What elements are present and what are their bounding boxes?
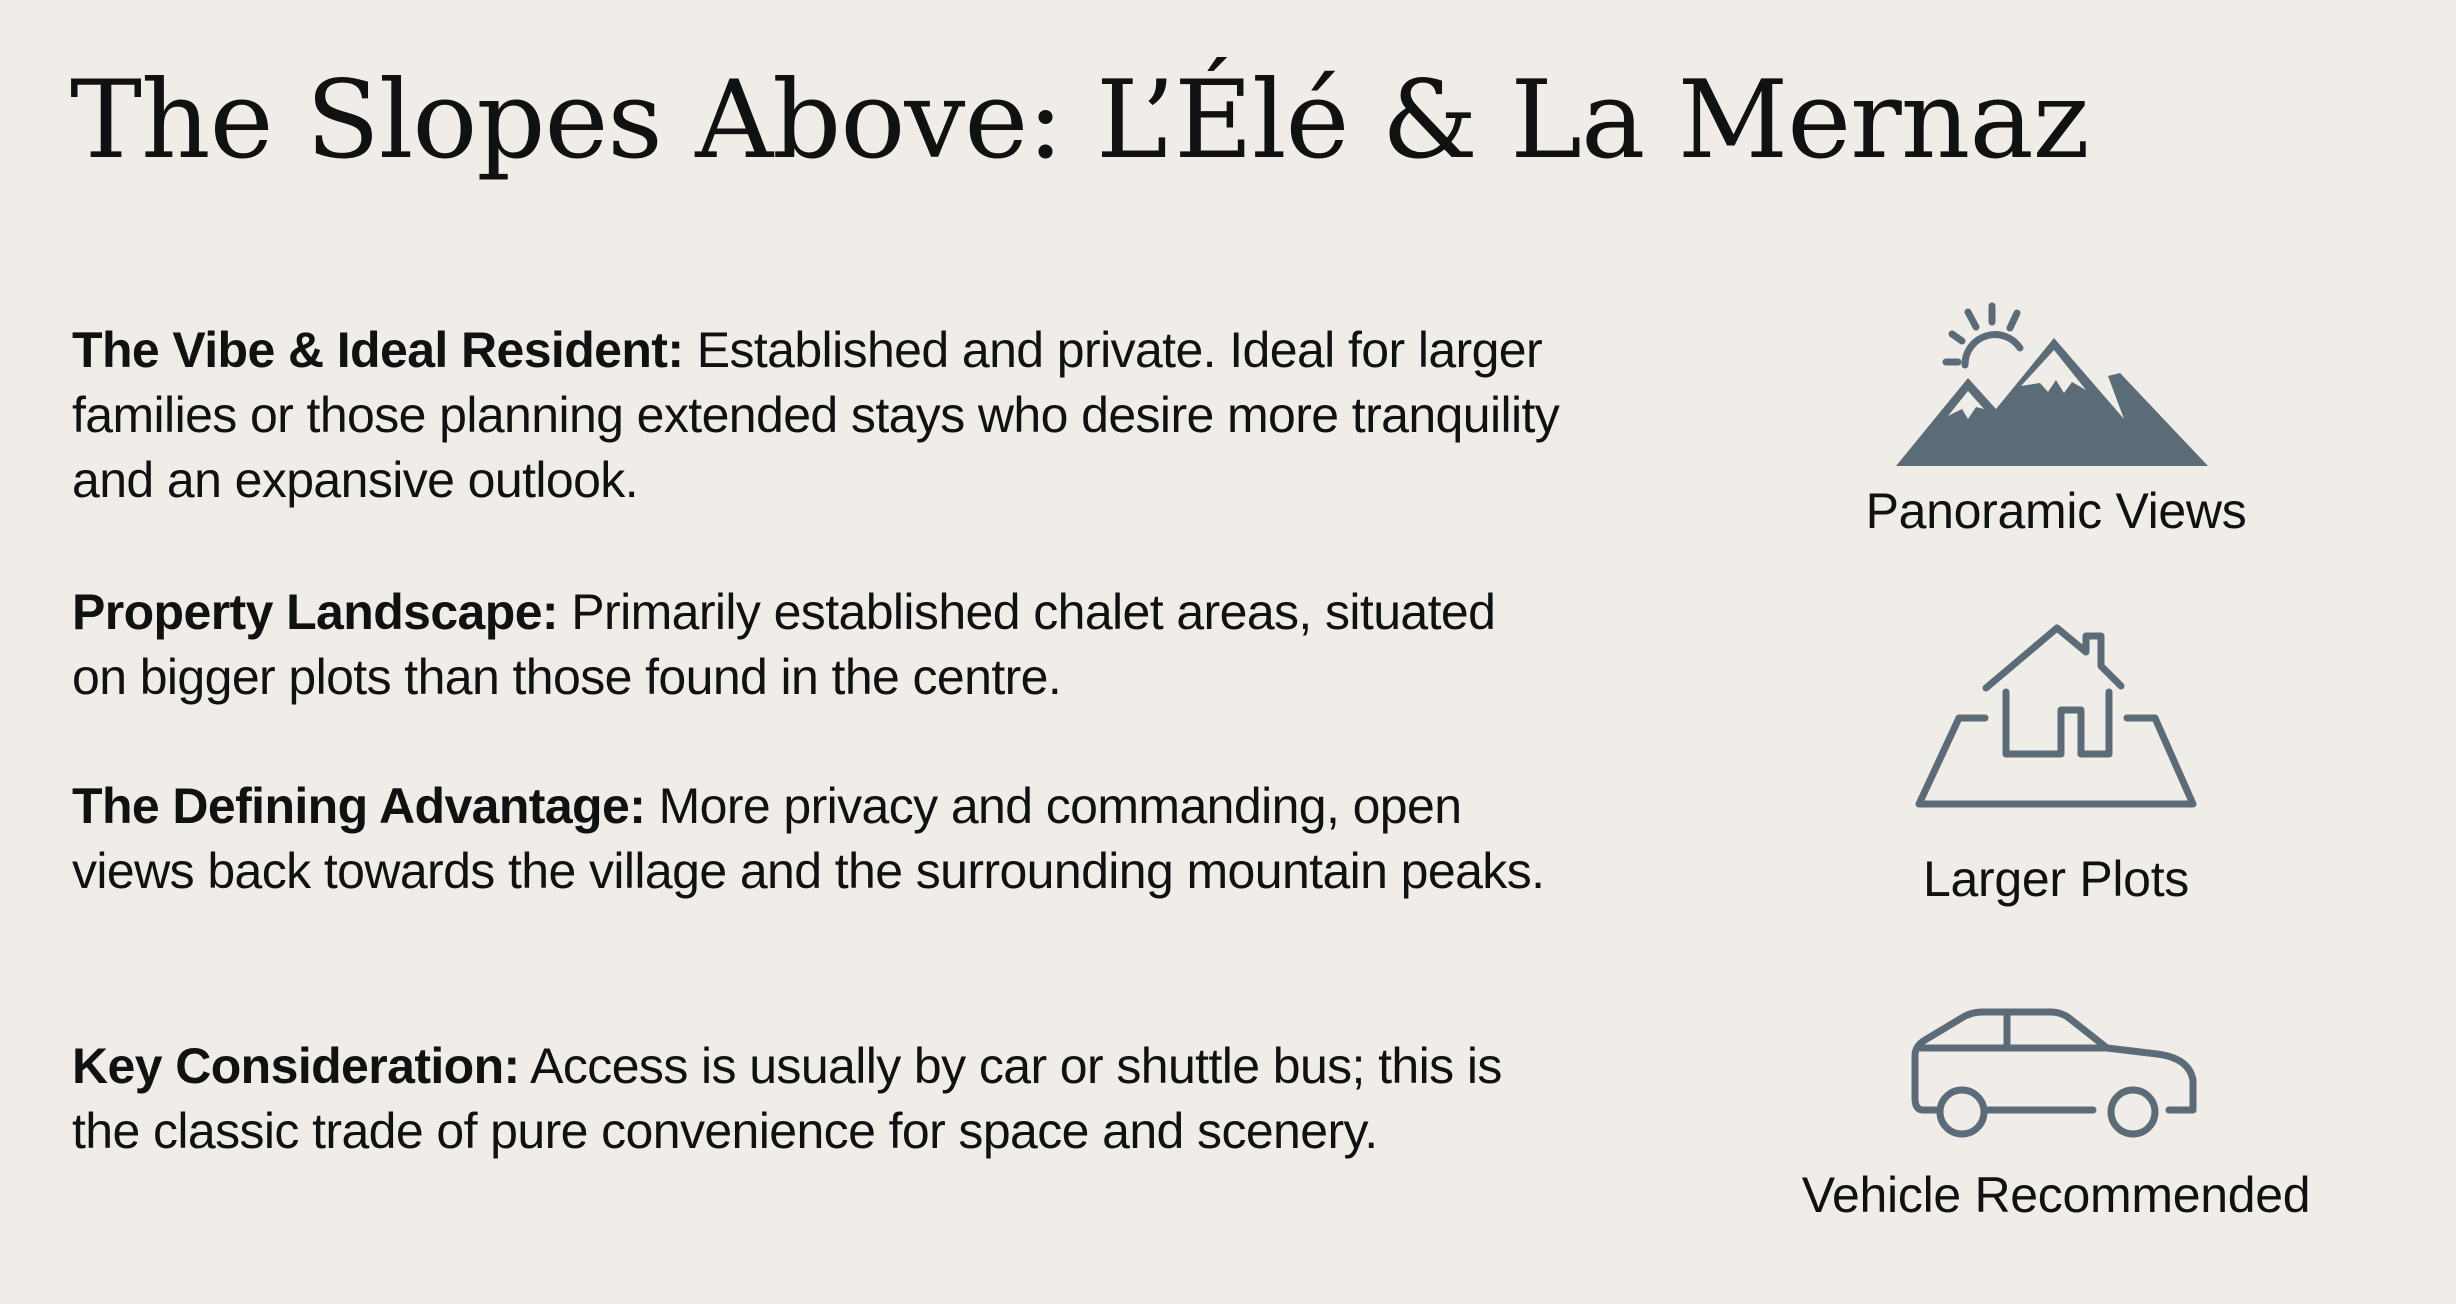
section-heading: The Defining Advantage: [72, 778, 646, 834]
feature-label: Panoramic Views [1865, 483, 2247, 539]
car-icon [1911, 1006, 2201, 1138]
section-defining-advantage [72, 774, 1552, 904]
section-vibe [72, 318, 1612, 513]
section-body: Established and private. Ideal for larger families or those planning extended stays who desire more tranquility and an expansive outlook. [72, 322, 1560, 508]
page-title: The Slopes Above: L’Élé & La Mernaz [70, 58, 2089, 183]
feature-panoramic-views [1756, 298, 2356, 540]
feature-label: Larger Plots [1923, 851, 2189, 907]
section-property-landscape [72, 580, 1512, 710]
feature-larger-plots [1756, 622, 2356, 908]
section-key-consideration [72, 1034, 1572, 1164]
section-heading: Property Landscape: [72, 584, 558, 640]
feature-vehicle-recommended [1756, 1006, 2356, 1224]
section-heading: The Vibe & Ideal Resident: [72, 322, 684, 378]
section-body: Access is usually by car or shuttle bus; this is the classic trade of pure convenience for space and scenery. [72, 1038, 1502, 1159]
house-plot-icon [1911, 622, 2201, 822]
section-heading: Key Consideration: [72, 1038, 520, 1094]
section-body: Primarily established chalet areas, situated on bigger plots than those found in the centre. [72, 584, 1496, 705]
section-body: More privacy and commanding, open views back towards the village and the surrounding mountain peaks. [72, 778, 1545, 899]
mountain-sun-icon [1896, 298, 2216, 470]
feature-label: Vehicle Recommended [1801, 1167, 2311, 1223]
